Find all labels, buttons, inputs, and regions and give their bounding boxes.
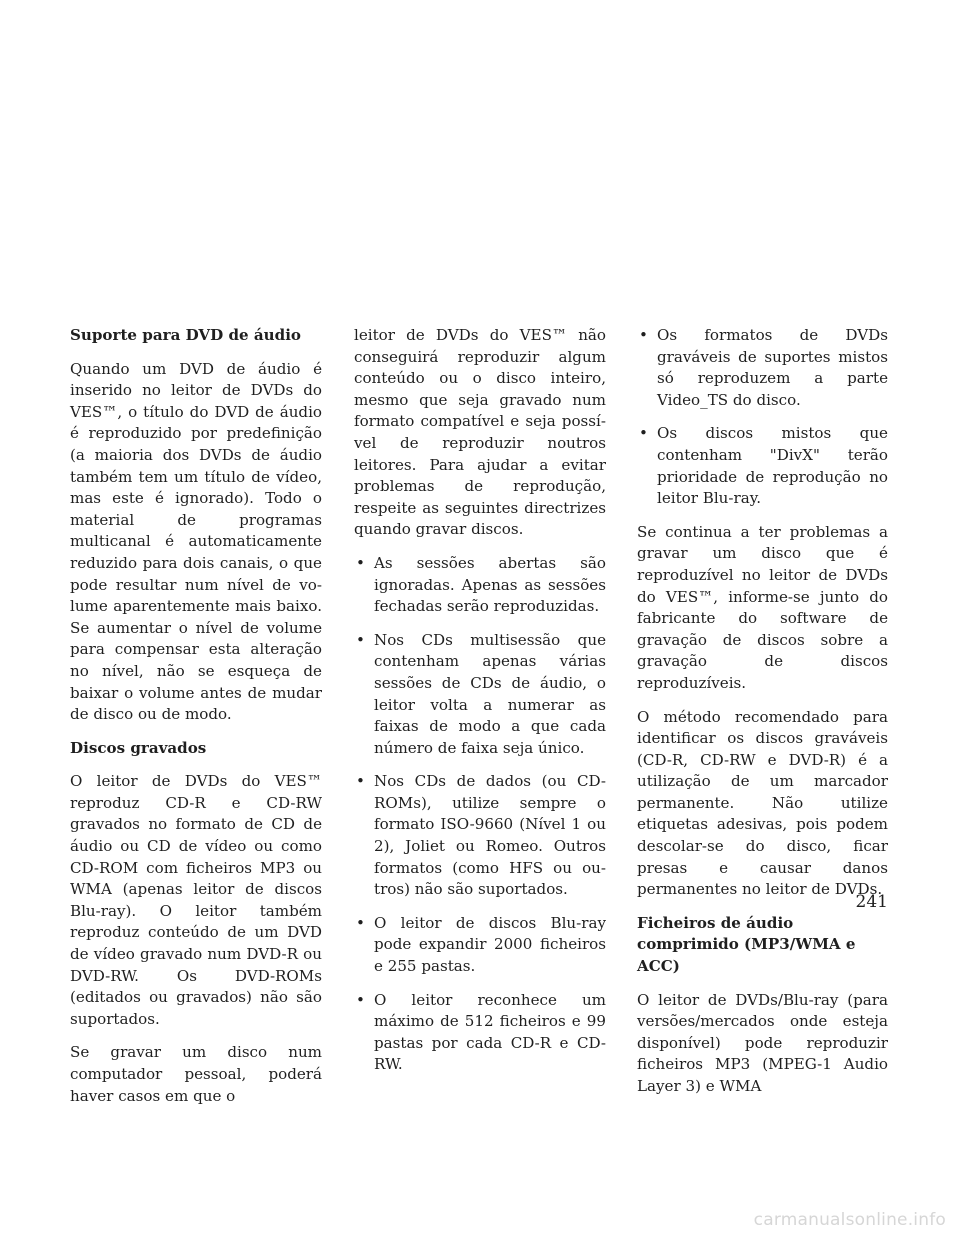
heading-compressed-audio: Ficheiros de áudio comprimido (MP3/WMA e ACC) xyxy=(637,913,856,976)
heading-recorded-discs: Discos gravados xyxy=(70,738,207,757)
list-item: • Os formatos de DVDs graváveis de suportes mistos só reproduzem a parte Video_TS do disco. xyxy=(637,325,888,411)
paragraph-continued: leitor de DVDs do VES™ não conseguirá reproduzir algum conteúdo ou o disco inteiro, mesmo que seja gravado num formato compatível e seja possível de reproduzir noutros leitores. Para ajudar a evitar problemas de reprodução, respeite as seguintes directrizes quando gravar discos. xyxy=(354,326,606,539)
paragraph-pc-recording: Se gravar um disco num computador pessoal, poderá haver casos em que o xyxy=(70,1043,322,1105)
list-item: • Os discos mistos que contenham "DivX" terão prioridade de reprodução no leitor Blu-ray. xyxy=(637,423,888,509)
paragraph-compressed-audio: O leitor de DVDs/Blu-ray (para versões/mercados onde esteja disponível) pode reproduzir ficheiros MP3 (MPEG-1 Audio Layer 3) e WMA xyxy=(637,990,888,1095)
list-item: • O leitor reconhece um máximo de 512 ficheiros e 99 pastas por cada CD-R e CD-RW. xyxy=(354,990,606,1076)
paragraph-marking-discs: O método recomendado para identificar os discos graváveis (CD-R, CD-RW e DVD-R) é a utilização de um marcador permanente. Não utilize etiquetas adesivas, pois podem descolar-se do disco, ficar presas e causar danos permanentes no leitor de DVDs. xyxy=(637,707,888,899)
list-item: • O leitor de discos Blu-ray pode expandir 2000 ficheiros e 255 pastas. xyxy=(354,913,606,978)
column-left xyxy=(70,325,322,1119)
list-item: • Nos CDs de dados (ou CD-ROMs), utilize sempre o formato ISO-9660 (Nível 1 ou 2), Joliet ou Romeo. Outros formatos (como HFS ou outros) não são suportados. xyxy=(354,771,606,901)
paragraph-recording-problems: Se continua a ter problemas a gravar um disco que é reproduzível no leitor de DVDs do VES™, informe-se junto do fabricante do software de gravação de discos sobre a gravação de discos reproduzíveis. xyxy=(637,522,888,692)
paragraph-dvd-audio: Quando um DVD de áudio é inserido no leitor de DVDs do VES™, o título do DVD de áudio é reproduzido por predefinição (a maioria dos DVDs de áudio também tem um título de vídeo, mas este é ignorado). Todo o material de programas multicanal é automaticamente reduzido para dois canais, o que pode resultar num nível de volume aparentemente mais baixo. Se aumentar o nível de volume para compensar esta alteração no nível, não se esqueça de baixar o volume antes de mudar de disco ou de modo. xyxy=(70,359,322,724)
list-item: • As sessões abertas são ignoradas. Apenas as sessões fechadas serão reproduzidas. xyxy=(354,553,606,618)
bullet-list-recording-guidelines xyxy=(354,553,606,1076)
paragraph-recorded-discs: O leitor de DVDs do VES™ reproduz CD-R e CD-RW gravados no formato de CD de áudio ou CD de vídeo ou como CD-ROM com ficheiros MP3 ou WMA (apenas leitor de discos Blu-ray). O leitor também reproduz conteúdo de um DVD de vídeo gravado num DVD-R ou DVD-RW. Os DVD-ROMs (editados ou gravados) não são suportados. xyxy=(70,772,322,1028)
heading-dvd-audio-support: Suporte para DVD de áudio xyxy=(70,326,301,344)
bullet-list-mixed-media xyxy=(637,325,888,510)
list-item: • Nos CDs multisessão que contenham apenas várias sessões de CDs de áudio, o leitor volta a numerar as faixas de modo a que cada número de faixa seja único. xyxy=(354,630,606,760)
column-middle xyxy=(354,325,606,1088)
page-number: 241 xyxy=(855,892,888,912)
column-right xyxy=(637,325,888,1110)
watermark-text: carmanualsonline.info xyxy=(753,1210,946,1230)
